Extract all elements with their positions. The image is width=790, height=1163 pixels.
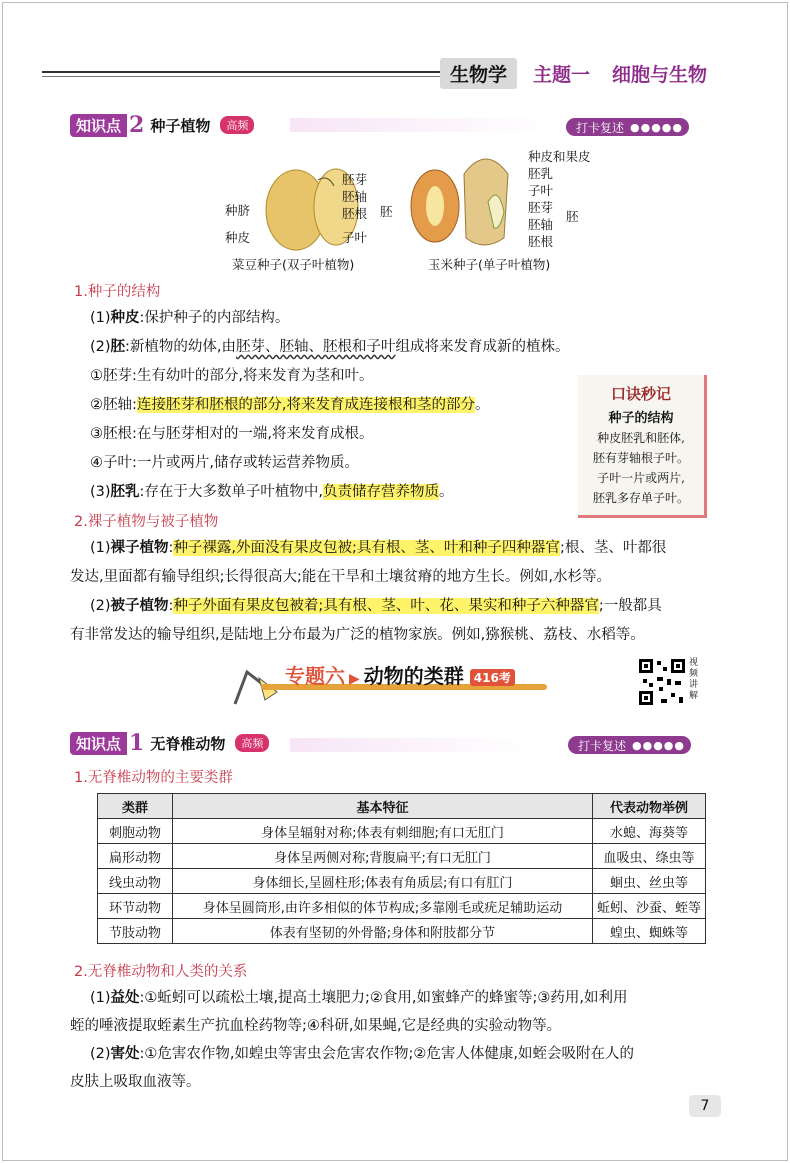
qr-code-icon[interactable] xyxy=(637,657,687,707)
paragraph-line: 发达,里面都有输导组织;长得很高大;能在干旱和土壤贫瘠的地方生长。例如,水杉等。 xyxy=(70,569,611,585)
label-ziye: 子叶 xyxy=(342,230,368,245)
label-peiya: 胚芽 xyxy=(342,172,368,187)
table-cell: 身体细长,呈圆柱形;体表有角质层;有口有肛门 xyxy=(173,869,593,894)
label-corn-peiru: 胚乳 xyxy=(528,166,554,181)
paragraph-line: ③胚根:在与胚芽相对的一端,将来发育成根。 xyxy=(90,426,374,442)
kp-underlay xyxy=(290,118,550,132)
bean-caption: 菜豆种子(双子叶植物) xyxy=(232,257,355,272)
paragraph-line: (1)益处:①蚯蚓可以疏松土壤,提高土壤肥力;②食用,如蜜蜂产的蜂蜜等;③药用,如利用 xyxy=(90,990,628,1006)
kp2-heading xyxy=(70,114,254,136)
banner-title: 专题六 ▶ 动物的类群 416考 xyxy=(285,660,515,689)
mnemonic-subtitle: 种子的结构 xyxy=(608,411,674,426)
paragraph-line: (2)害处:①危害农作物,如蝗虫等害虫会危害农作物;②危害人体健康,如蛭会吸附在人的 xyxy=(90,1046,635,1062)
label-zhiqi: 种脐 xyxy=(225,203,251,218)
label-peigen: 胚根 xyxy=(342,206,368,221)
paragraph-line: ①胚芽:生有幼叶的部分,将来发育为茎和叶。 xyxy=(90,368,374,384)
section-title: 1.种子的结构 xyxy=(74,284,161,300)
invertebrate-table xyxy=(97,793,706,944)
label-pei: 胚 xyxy=(380,204,393,219)
mnemonic-box xyxy=(578,375,707,518)
kp-number: 1 xyxy=(129,730,145,756)
table-cell: 水螅、海葵等 xyxy=(592,819,705,844)
seed-figure xyxy=(220,142,600,277)
header-topic: 主题一 xyxy=(533,63,591,86)
kp-badge: 知识点 xyxy=(70,114,127,137)
mnemonic-line: 种皮胚乳和胚体, xyxy=(597,431,685,445)
header-subtopic: 细胞与生物 xyxy=(612,63,708,86)
table-cell: 体表有坚韧的外骨骼;身体和附肢都分节 xyxy=(173,919,593,944)
mnemonic-line: 胚乳多存单子叶。 xyxy=(592,491,689,505)
freq-badge: 高频 xyxy=(220,116,254,134)
header-subject: 生物学 xyxy=(440,58,517,89)
table-cell: 扁形动物 xyxy=(98,844,173,869)
kp-title: 无脊椎动物 xyxy=(150,734,226,753)
mnemonic-line: 胚有芽轴根子叶。 xyxy=(592,451,689,465)
mnemonic-line: 子叶一片或两片, xyxy=(597,471,685,485)
paragraph-line: 皮肤上吸取血液等。 xyxy=(70,1074,201,1090)
table-cell: 线虫动物 xyxy=(98,869,173,894)
topic-banner xyxy=(225,660,560,710)
table-row xyxy=(98,919,706,944)
daka-label: 打卡复述 xyxy=(576,120,625,135)
daka-button[interactable] xyxy=(566,118,689,136)
table-row xyxy=(98,869,706,894)
table-cell: 身体呈圆筒形,由许多相似的体节构成;多靠刚毛或疣足辅助运动 xyxy=(173,894,593,919)
table-header-row xyxy=(98,794,706,819)
section-title: 2.裸子植物与被子植物 xyxy=(74,514,219,530)
table-cell: 蚯蚓、沙蚕、蛭等 xyxy=(592,894,705,919)
section-title: 1.无脊椎动物的主要类群 xyxy=(74,770,233,786)
header-rule-thin xyxy=(42,76,442,77)
table-cell: 环节动物 xyxy=(98,894,173,919)
running-header xyxy=(440,58,707,88)
paragraph-line: (1)种皮:保护种子的内部结构。 xyxy=(90,310,290,326)
paragraph-line: (2)胚:新植物的幼体,由胚芽、胚轴、胚根和子叶组成将来发育成新的植株。 xyxy=(90,339,570,355)
table-cell: 刺胞动物 xyxy=(98,819,173,844)
label-corn-ziye: 子叶 xyxy=(528,183,554,198)
freq-badge: 高频 xyxy=(235,734,269,752)
daka-button[interactable] xyxy=(568,736,691,754)
daka-label: 打卡复述 xyxy=(578,738,627,753)
kp-underlay xyxy=(290,738,530,752)
paragraph-line: (2)被子植物:种子外面有果皮包被着;具有根、茎、叶、花、果实和种子六种器官;一般都具 xyxy=(90,598,662,614)
table-row xyxy=(98,894,706,919)
paragraph-line: 有非常发达的输导组织,是陆地上分布最为广泛的植物家族。例如,猕猴桃、荔枝、水稻等。 xyxy=(70,627,645,643)
table-cell: 身体呈两侧对称;背腹扁平;有口无肛门 xyxy=(173,844,593,869)
label-corn-peiya: 胚芽 xyxy=(528,200,554,215)
kp-title: 种子植物 xyxy=(150,116,211,135)
table-cell: 血吸虫、绦虫等 xyxy=(592,844,705,869)
paragraph-line: ②胚轴:连接胚芽和胚根的部分,将来发育成连接根和茎的部分。 xyxy=(90,397,490,413)
kp1-heading xyxy=(70,732,269,754)
label-corn-peizhou: 胚轴 xyxy=(528,217,554,232)
paragraph-line: (1)裸子植物:种子裸露,外面没有果皮包被;具有根、茎、叶和种子四种器官;根、茎、叶都很 xyxy=(90,540,667,556)
exam-count-badge: 416考 xyxy=(470,669,515,686)
mnemonic-title: 口诀秒记 xyxy=(610,385,671,403)
paragraph-line: 蛭的唾液提取蛭素生产抗血栓药物等;④科研,如果蝇,它是经典的实验动物等。 xyxy=(70,1018,562,1034)
kp-badge: 知识点 xyxy=(70,732,127,755)
corn-caption: 玉米种子(单子叶植物) xyxy=(428,257,551,272)
table-header: 类群 xyxy=(98,794,173,819)
label-zhongpi: 种皮 xyxy=(225,230,251,245)
table-header: 基本特征 xyxy=(173,794,593,819)
section-title: 2.无脊椎动物和人类的关系 xyxy=(74,964,248,980)
paragraph-line: (3)胚乳:存在于大多数单子叶植物中,负责储存营养物质。 xyxy=(90,484,454,500)
label-corn-zhongpi: 种皮和果皮 xyxy=(528,149,591,164)
table-cell: 蛔虫、丝虫等 xyxy=(592,869,705,894)
label-peizhou: 胚轴 xyxy=(342,189,368,204)
kp-number: 2 xyxy=(129,112,145,138)
label-corn-pei: 胚 xyxy=(566,209,579,224)
daka-dots: ●●●●● xyxy=(630,120,684,134)
daka-dots: ●●●●● xyxy=(632,738,686,752)
table-row xyxy=(98,844,706,869)
page-number: 7 xyxy=(689,1095,721,1117)
label-corn-peigen: 胚根 xyxy=(528,234,554,249)
paragraph-line: ④子叶:一片或两片,储存或转运营养物质。 xyxy=(90,455,359,471)
table-header: 代表动物举例 xyxy=(592,794,705,819)
table-cell: 蝗虫、蜘蛛等 xyxy=(592,919,705,944)
qr-label: 视频讲解 xyxy=(689,658,699,701)
table-cell: 身体呈辐射对称;体表有刺细胞;有口无肛门 xyxy=(173,819,593,844)
table-cell: 节肢动物 xyxy=(98,919,173,944)
table-row xyxy=(98,819,706,844)
header-rule xyxy=(42,71,442,73)
